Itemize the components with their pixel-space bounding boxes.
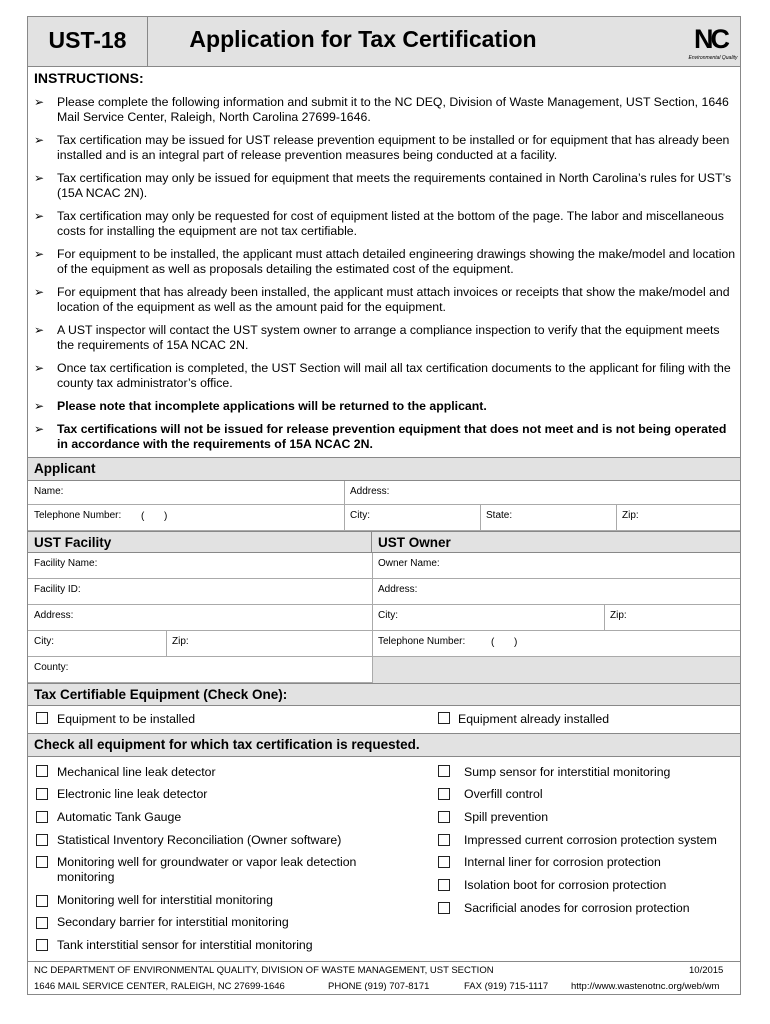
instructions-label: INSTRUCTIONS: <box>34 70 144 86</box>
facility-zip-field[interactable]: Zip: <box>172 636 189 647</box>
equipment-label: Isolation boot for corrosion protection <box>464 878 667 892</box>
equipment-label: Impressed current corrosion protection system <box>464 833 717 847</box>
equipment-checkbox[interactable] <box>438 834 450 846</box>
equipment-list-heading: Check all equipment for which tax certification is requested. <box>28 733 740 757</box>
applicant-phone-field[interactable]: Telephone Number: <box>34 510 122 521</box>
form-code: UST-18 <box>28 17 148 66</box>
footer-address: 1646 MAIL SERVICE CENTER, RALEIGH, NC 27699-1646 <box>34 981 285 992</box>
equipment-label: Spill prevention <box>464 810 549 824</box>
equipment-checkbox[interactable] <box>36 811 48 823</box>
arrow-bullet-icon: ➢ <box>34 361 45 375</box>
logo-subtitle: Environmental Quality <box>688 55 738 61</box>
owner-phone-field[interactable]: Telephone Number: <box>378 636 466 647</box>
equipment-checkbox[interactable] <box>36 788 48 800</box>
owner-zip-field[interactable]: Zip: <box>610 610 627 621</box>
equipment-label: Automatic Tank Gauge <box>57 810 182 824</box>
equipment-to-be-installed-checkbox[interactable] <box>36 712 48 724</box>
logo-text: NC <box>694 24 727 54</box>
equipment-label: Electronic line leak detector <box>57 787 208 801</box>
arrow-bullet-icon: ➢ <box>34 247 45 261</box>
equipment-checkbox[interactable] <box>36 939 48 951</box>
ust-facility-heading: UST Facility <box>28 531 372 553</box>
nc-deq-logo <box>688 23 738 67</box>
equipment-to-be-installed-label: Equipment to be installed <box>57 712 196 726</box>
arrow-bullet-icon: ➢ <box>34 95 45 109</box>
equipment-checkbox[interactable] <box>36 856 48 868</box>
equipment-checkbox[interactable] <box>438 765 450 777</box>
equipment-label: Monitoring well for interstitial monitoring <box>57 893 273 907</box>
footer-department: NC DEPARTMENT OF ENVIRONMENTAL QUALITY, DIVISION OF WASTE MANAGEMENT, UST SECTION <box>34 965 494 976</box>
form-header <box>28 17 740 67</box>
facility-row-3 <box>28 605 740 631</box>
applicant-heading: Applicant <box>28 457 740 481</box>
equipment-label: Sacrificial anodes for corrosion protection <box>464 901 690 915</box>
footer-fax: FAX (919) 715-1117 <box>464 981 549 992</box>
arrow-bullet-icon: ➢ <box>34 133 45 147</box>
arrow-bullet-icon: ➢ <box>34 399 45 413</box>
facility-name-field[interactable]: Facility Name: <box>34 558 98 569</box>
applicant-row-2: Telephone Number: ( ) City: State: Zip: <box>28 505 740 531</box>
arrow-bullet-icon: ➢ <box>34 285 45 299</box>
applicant-row-1 <box>28 481 740 505</box>
equipment-checkbox[interactable] <box>36 765 48 777</box>
applicant-address-field[interactable]: Address: <box>350 486 390 497</box>
footer-url[interactable]: http://www.wastenotnc.org/web/wm <box>571 981 720 992</box>
equipment-label: Sump sensor for interstitial monitoring <box>464 765 671 779</box>
equipment-label: Overfill control <box>464 787 543 801</box>
equipment-checkbox[interactable] <box>438 811 450 823</box>
ust-owner-heading: UST Owner <box>372 531 740 553</box>
equipment-checkbox[interactable] <box>36 834 48 846</box>
tax-equipment-heading: Tax Certifiable Equipment (Check One): <box>28 683 740 706</box>
facility-row-2 <box>28 579 740 605</box>
facility-row-5 <box>28 657 373 683</box>
facility-row-4: City: Zip: Telephone Number: ( ) <box>28 631 740 657</box>
tax-certification-form: UST-18 Application for Tax Certification NC Environmental Quality INSTRUCTIONS: ➢ Please complete the following information and submit it to the NC DEQ, Division of Waste Management, UST Section, 1646 Mail Service Center, Raleigh, North Carolina 27699-1646. ➢ Tax certification may be issued for UST release prevention equipment to be installed or for equipment that has already been installed and is an integral part of release prevention measures being conducted at a facility. ➢ Tax certification may only be issued for equipment that meets the requirements contained in North Carolina’s rules for UST’s (15A NCAC 2N). ➢ Tax certification may only be requested for cost of equipment listed at the bottom of the page. The labor and miscellaneous costs for installing the equipment are not tax certifiable. ➢ For equipment to be installed, the applicant must attach detailed engineering drawings showing the make/model and location of the equipment as well as proposals detailing the estimated cost of the equipment. ➢ For equipment that has already been installed, the applicant must attach invoices or receipts that show the make/model and location of the equipment as well as the amount paid for the equipment. ➢ A UST inspector will contact the UST system owner to arrange a compliance inspection to verify that the equipment meets the requirements of 15A NCAC 2N. ➢ Once tax certification is completed, the UST Section will mail all tax certification documents to the applicant for filing with the county tax administrator’s office. ➢ Please note that incomplete applications will be returned to the applicant. ➢ Tax certifications will not be issued for release prevention equipment that does not meet and is not being operated in accordance with the requirements of 15A NCAC 2N. Applicant Name: Address: Telephone Number: ( ) City: State: Zip: UST Facility UST Owner Facility Name: Owner Name: Facility ID: Address: Address: City: Zip: City: Zip: Telephone Number: ( ) County: Tax Certifiable Equipment (Check One): Equipment to be installed Equipment already installed Check all equipment for which tax certification is requested. Mechanical line leak detector Electronic line leak detector Automatic Tank Gauge Statistical Inventory Reconciliation (Owner software) Monitoring well for groundwater or vapor leak detection monitoring Monitoring well for interstitial monitoring Secondary barrier for interstitial monitoring Tank interstitial sensor for interstitial monitoring Sump sensor for interstitial monitoring Overfill control Spill prevention Impressed current corrosion protection system Internal liner for corrosion protection Isolation boot for corrosion protection Sacrificial anodes for corrosion protection NC DEPARTMENT OF ENVIRONMENTAL QUALITY, DIVISION OF WASTE MANAGEMENT, UST SECTION 10/2015 1646 MAIL SERVICE CENTER, RALEIGH, NC 27699-1646 PHONE (919) 707-8171 FAX (919) 715-1117 http://www.wastenotnc.org/web/wm <box>27 16 741 995</box>
facility-address-field[interactable]: Address: <box>34 610 74 621</box>
equipment-label: Internal liner for corrosion protection <box>464 855 661 869</box>
arrow-bullet-icon: ➢ <box>34 209 45 223</box>
equipment-label: Tank interstitial sensor for interstitial monitoring <box>57 938 313 952</box>
applicant-zip-field[interactable]: Zip: <box>622 510 639 521</box>
applicant-name-field[interactable]: Name: <box>34 486 64 497</box>
footer-date: 10/2015 <box>689 965 724 976</box>
equipment-checkbox[interactable] <box>438 788 450 800</box>
equipment-checkbox[interactable] <box>438 856 450 868</box>
form-footer <box>28 961 740 995</box>
tax-equipment-options <box>28 706 740 733</box>
form-title: Application for Tax Certification <box>189 26 537 52</box>
equipment-label: Mechanical line leak detector <box>57 765 216 779</box>
applicant-state-field[interactable]: State: <box>486 510 513 521</box>
facility-id-field[interactable]: Facility ID: <box>34 584 81 595</box>
owner-city-field[interactable]: City: <box>378 610 398 621</box>
facility-city-field[interactable]: City: <box>34 636 54 647</box>
facility-county-field[interactable]: County: <box>34 662 69 673</box>
applicant-city-field[interactable]: City: <box>350 510 370 521</box>
owner-name-field[interactable]: Owner Name: <box>378 558 440 569</box>
footer-phone: PHONE (919) 707-8171 <box>328 981 430 992</box>
arrow-bullet-icon: ➢ <box>34 422 45 436</box>
equipment-checkbox[interactable] <box>438 902 450 914</box>
owner-address-field[interactable]: Address: <box>378 584 418 595</box>
equipment-label: Secondary barrier for interstitial monitoring <box>57 915 289 929</box>
equipment-already-installed-label: Equipment already installed <box>458 712 610 726</box>
facility-row-1 <box>28 553 740 579</box>
equipment-checkbox[interactable] <box>438 879 450 891</box>
blank-shaded-cell <box>373 657 740 683</box>
equipment-label: Statistical Inventory Reconciliation (Owner software) <box>57 833 342 847</box>
equipment-label: Monitoring well for groundwater or vapor leak detection monitoring <box>57 855 357 885</box>
equipment-checkbox[interactable] <box>36 917 48 929</box>
arrow-bullet-icon: ➢ <box>34 323 45 337</box>
arrow-bullet-icon: ➢ <box>34 171 45 185</box>
equipment-checkbox[interactable] <box>36 895 48 907</box>
equipment-already-installed-checkbox[interactable] <box>438 712 450 724</box>
